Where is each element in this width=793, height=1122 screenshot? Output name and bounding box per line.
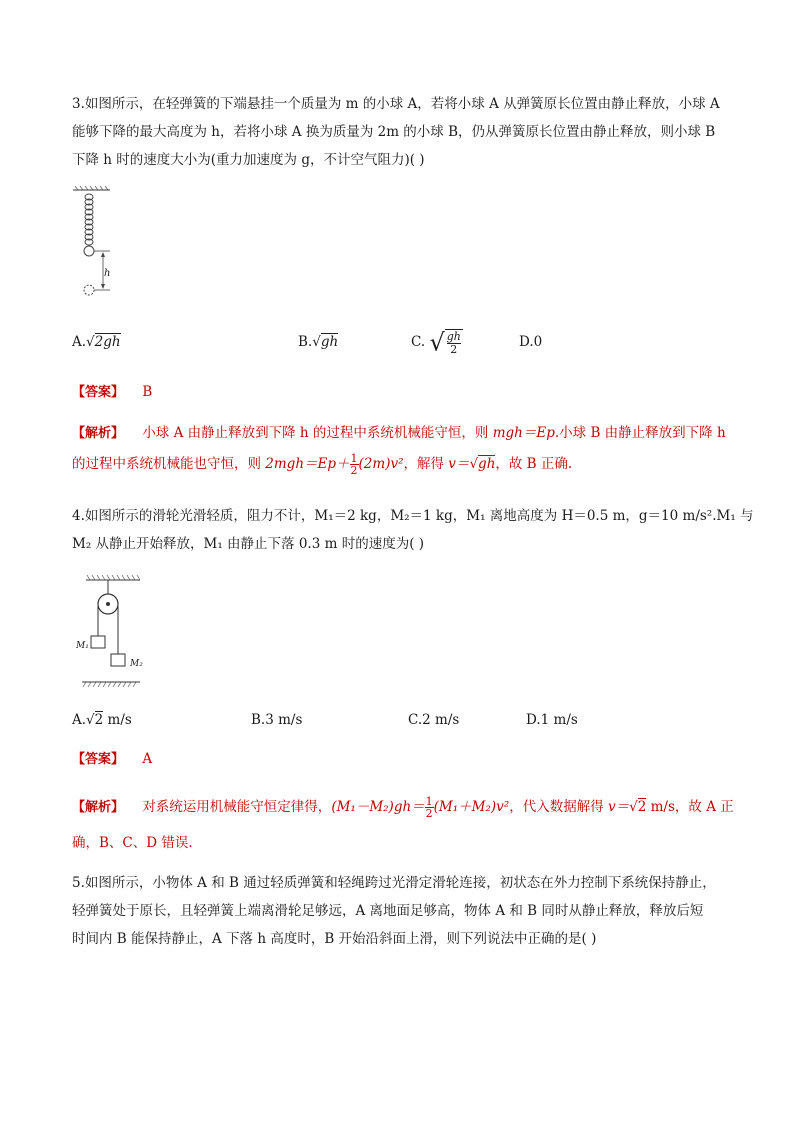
q3-figure-label-h: h	[104, 268, 111, 279]
q4-option-a-unit: m/s	[103, 712, 132, 728]
q4-analysis-text-1c: ，故 A 正	[674, 799, 734, 815]
q4-option-d[interactable]: D.1 m/s	[526, 712, 578, 728]
q4-answer-tag: 【答案】	[72, 752, 125, 767]
q4-option-b[interactable]: B.3 m/s	[251, 712, 303, 728]
q3-option-c-numerator: gh	[446, 330, 461, 343]
q3-analysis-eq-2b: (2m)v²	[358, 456, 404, 472]
q3-text-line-2: 能够下降的最大高度为 h，若将小球 A 换为质量为 2m 的小球 B，仍从弹簧原长位置由静止释放，则小球 B	[72, 124, 716, 140]
q3-option-b[interactable]	[298, 332, 338, 352]
q4-analysis-line-1	[72, 793, 734, 822]
q3-answer-row	[72, 382, 152, 403]
q4-analysis-text-1b: ，代入数据解得	[509, 799, 608, 815]
q3-option-a-radicand: 2gh	[94, 334, 121, 350]
q4-analysis-eq-1b: (M₁＋M₂)v²	[433, 799, 510, 815]
q3-analysis-text-2b: ，解得	[403, 456, 449, 472]
fraction-denominator: 2	[425, 807, 433, 820]
q4-analysis-solution-radicand: 2	[637, 799, 647, 815]
q3-option-b-radicand: gh	[320, 334, 339, 350]
q4-text-line-2: M₂ 从静止开始释放，M₁ 由静止下落 0.3 m 时的速度为( )	[72, 536, 425, 552]
q4-answer-row	[72, 749, 152, 770]
q3-option-c-fraction	[445, 329, 463, 356]
q3-text-line-1: 3.如图所示，在轻弹簧的下端悬挂一个质量为 m 的小球 A，若将小球 A 从弹簧原长位置由静止释放，小球 A	[72, 96, 720, 112]
q3-option-c-denominator: 2	[450, 343, 458, 356]
q3-option-d[interactable]: D.0	[519, 334, 543, 350]
q3-analysis-eq-2: 2mgh＝Ep＋	[265, 456, 350, 472]
half-fraction	[350, 453, 359, 476]
q3-analysis-text-2c: ，故 B 正确.	[495, 456, 573, 472]
q3-analysis-eq-1: mgh＝Ep.	[492, 425, 560, 441]
q3-analysis-solution-radicand: gh	[478, 456, 496, 472]
q5-text-line-3: 时间内 B 能保持静止，A 下落 h 高度时，B 开始沿斜面上滑，则下列说法中正确的是( )	[72, 931, 597, 947]
q4-figure-label-m2: M₂	[130, 659, 143, 669]
sqrt-icon: √	[86, 712, 95, 728]
q3-analysis-solution: v＝	[448, 456, 470, 472]
q3-spring-figure	[70, 186, 130, 298]
half-fraction	[425, 796, 434, 819]
q5-text-line-1: 5.如图所示，小物体 A 和 B 通过轻质弹簧和轻绳跨过光滑定滑轮连接，初状态在外力控制下系统保持静止，	[72, 875, 716, 891]
q3-answer-value: B	[142, 384, 153, 400]
q5-text-line-2: 轻弹簧处于原长，且轻弹簧上端离滑轮足够远，A 离地面足够高，物体 A 和 B 同时从静止释放，释放后短	[72, 903, 704, 919]
sqrt-icon: √	[86, 334, 95, 350]
q4-figure-label-m1: M₁	[76, 641, 89, 651]
q3-option-c[interactable]	[411, 326, 463, 359]
fraction-denominator: 2	[350, 464, 358, 477]
q3-option-c-prefix: C.	[411, 334, 426, 350]
q4-analysis-text-1a: 对系统运用机械能守恒定律得，	[142, 799, 332, 815]
q4-analysis-eq-1: (M₁－M₂)gh＝	[331, 799, 425, 815]
q4-option-a-prefix: A.	[72, 712, 87, 728]
fraction-numerator: 1	[350, 452, 358, 465]
q3-analysis-text-1a: 小球 A 由静止释放到下降 h 的过程中系统机械能守恒，则	[142, 425, 493, 441]
sqrt-icon: √	[312, 334, 321, 350]
q4-option-a[interactable]	[72, 710, 132, 730]
q4-analysis-line-2: 确，B、C、D 错误.	[72, 835, 193, 851]
q3-text-line-3: 下降 h 时的速度大小为(重力加速度为 g，不计空气阻力)( )	[72, 152, 425, 168]
q3-analysis-tag: 【解析】	[72, 426, 125, 441]
sqrt-icon: √	[469, 456, 479, 472]
q4-analysis-tag: 【解析】	[72, 800, 125, 815]
q3-analysis-line-2	[72, 450, 572, 478]
q3-option-a-prefix: A.	[72, 334, 87, 350]
q3-answer-tag: 【答案】	[72, 385, 125, 400]
q3-analysis-text-1b: 小球 B 由静止释放到下降 h	[559, 425, 726, 441]
sqrt-icon: √	[629, 799, 638, 815]
q4-text-line-1: 4.如图所示的滑轮光滑轻质，阻力不计，M₁＝2 kg，M₂＝1 kg，M₁ 离地高度为 H＝0.5 m，g＝10 m/s².M₁ 与	[72, 508, 754, 524]
q3-option-a[interactable]	[72, 332, 121, 352]
q4-answer-value: A	[142, 751, 153, 767]
q3-analysis-text-2a: 的过程中系统机械能也守恒，则	[72, 456, 266, 472]
q4-analysis-solution: v＝	[608, 799, 630, 815]
q4-analysis-solution-unit: m/s	[646, 799, 675, 815]
q4-option-a-radicand: 2	[94, 712, 104, 728]
fraction-numerator: 1	[425, 795, 433, 808]
sqrt-icon: √	[429, 328, 445, 357]
q3-option-b-prefix: B.	[298, 334, 313, 350]
q4-option-c[interactable]: C.2 m/s	[408, 712, 460, 728]
q3-analysis-line-1	[72, 423, 726, 444]
